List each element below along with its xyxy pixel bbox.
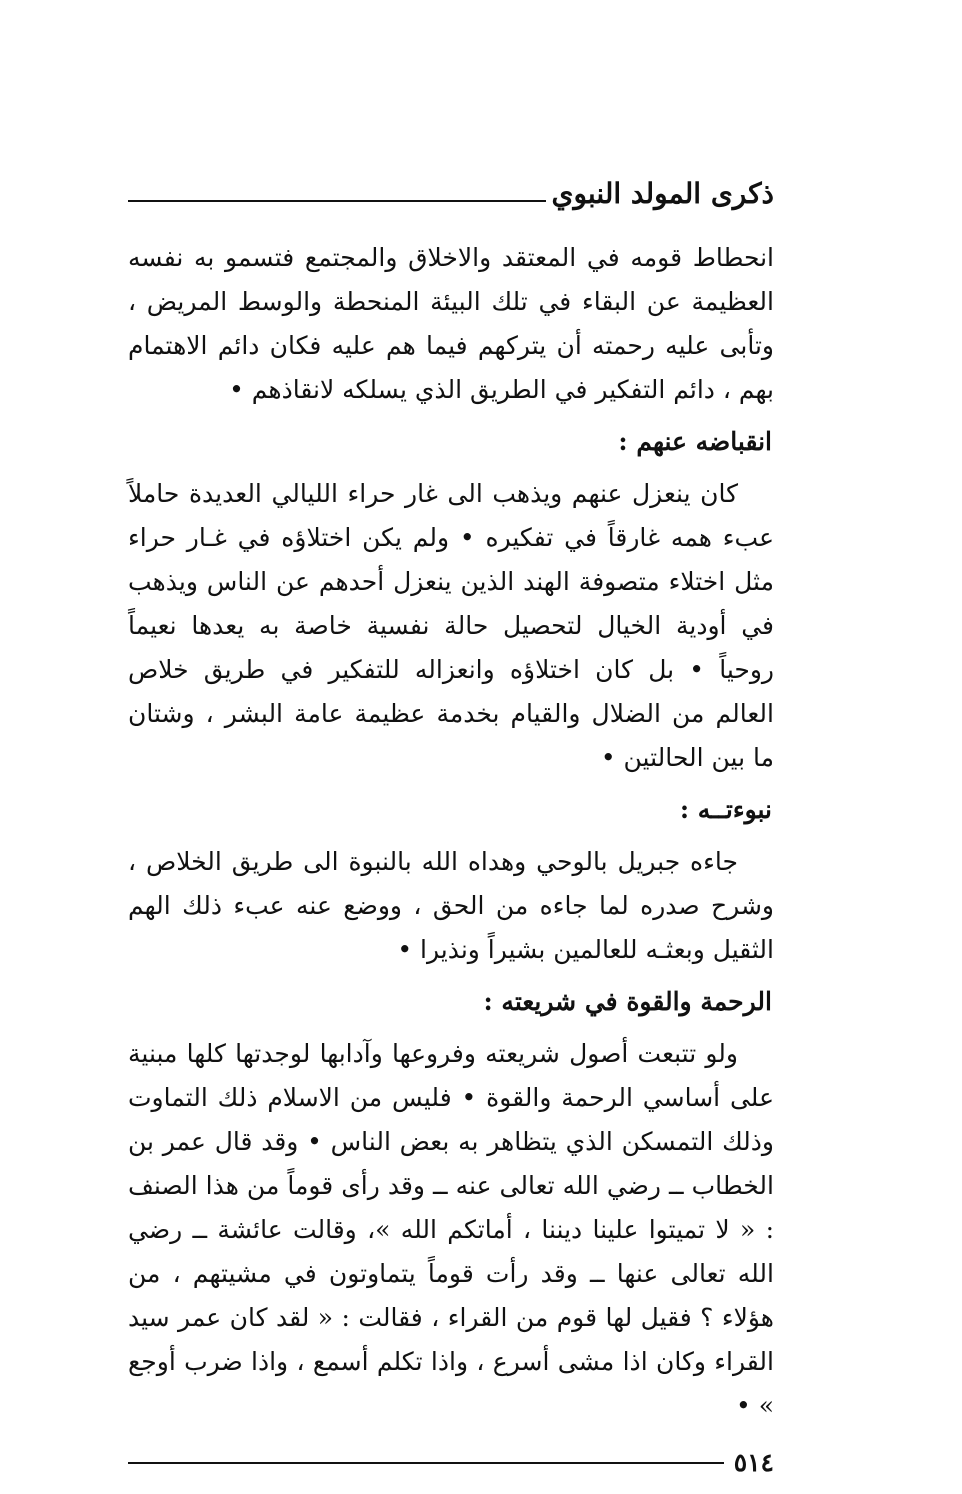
running-header — [128, 160, 774, 208]
book-page — [128, 160, 774, 1477]
page-footer — [128, 1448, 774, 1477]
paragraph-continued: انحطاط قومه في المعتقد والاخلاق والمجتمع فتسمو به نفسه العظيمة عن البقاء في تلك البيئة المنحطة والوسط المريض ، وتأبى عليه رحمته أن يتركهم فيما هم عليه فكان دائم الاهتمام بهم ، دائم التفكير في الطريق الذي يسلكه لانقاذهم • — [128, 243, 774, 404]
paragraph-mercy-strength: ولو تتبعت أصول شريعته وفروعها وآدابها لوجدتها كلها مبنية على أساسي الرحمة والقوة • فليس من الاسلام ذلك التماوت وذلك التمسكن الذي يتظاهر به بعض الناس • وقد قال عمر بن الخطاب ــ رضي الله تعالى عنه ــ وقد رأى قوماً من هذا الصنف : « لا تميتوا علينا ديننا ، أماتكم الله »، وقالت عائشة ــ رضي الله تعالى عنها ــ وقد رأت قوماً يتماوتون في مشيتهم ، من هؤلاء ؟ فقيل لها قوم من القراء ، فقالت : « لقد كان عمر سيد القراء وكان اذا مشى أسرع ، واذا تكلم أسمع ، واذا ضرب أوجع » • — [128, 1039, 774, 1420]
paragraph-prophethood: جاءه جبريل بالوحي وهداه الله بالنبوة الى طريق الخلاص ، وشرح صدره لما جاءه من الحق ، ووضع عنه عبء ذلك الهم الثقيل وبعثـه للعالمين بشيراً ونذيرا • — [128, 847, 774, 964]
header-rule — [128, 200, 546, 202]
section-heading-withdrawal: انقباضه عنهم : — [618, 427, 772, 456]
paragraph-withdrawal: كان ينعزل عنهم ويذهب الى غار حراء الليالي العديدة حاملاً عبء همه غارقاً في تفكيره • ولم يكن اختلاؤه في غـار حراء مثل اختلاء متصوفة الهند الذين ينعزل أحدهم عن الناس ويذهب في أودية الخيال لتحصيل حالة نفسية خاصة به يعدها نعيماً روحياً • بل كان اختلاؤه وانعزاله للتفكير في طريق خلاص العالم من الضلال والقيام بخدمة عظيمة عامة البشر ، وشتان ما بين الحالتين • — [128, 479, 774, 772]
running-head-title: ذكرى المولد النبوي — [551, 177, 774, 210]
section-heading-mercy-strength: الرحمة والقوة في شريعته : — [483, 987, 772, 1016]
footer-rule — [128, 1462, 724, 1464]
section-heading-prophethood: نبوءتــه : — [679, 795, 772, 824]
page-number: ٥١٤ — [733, 1448, 774, 1477]
